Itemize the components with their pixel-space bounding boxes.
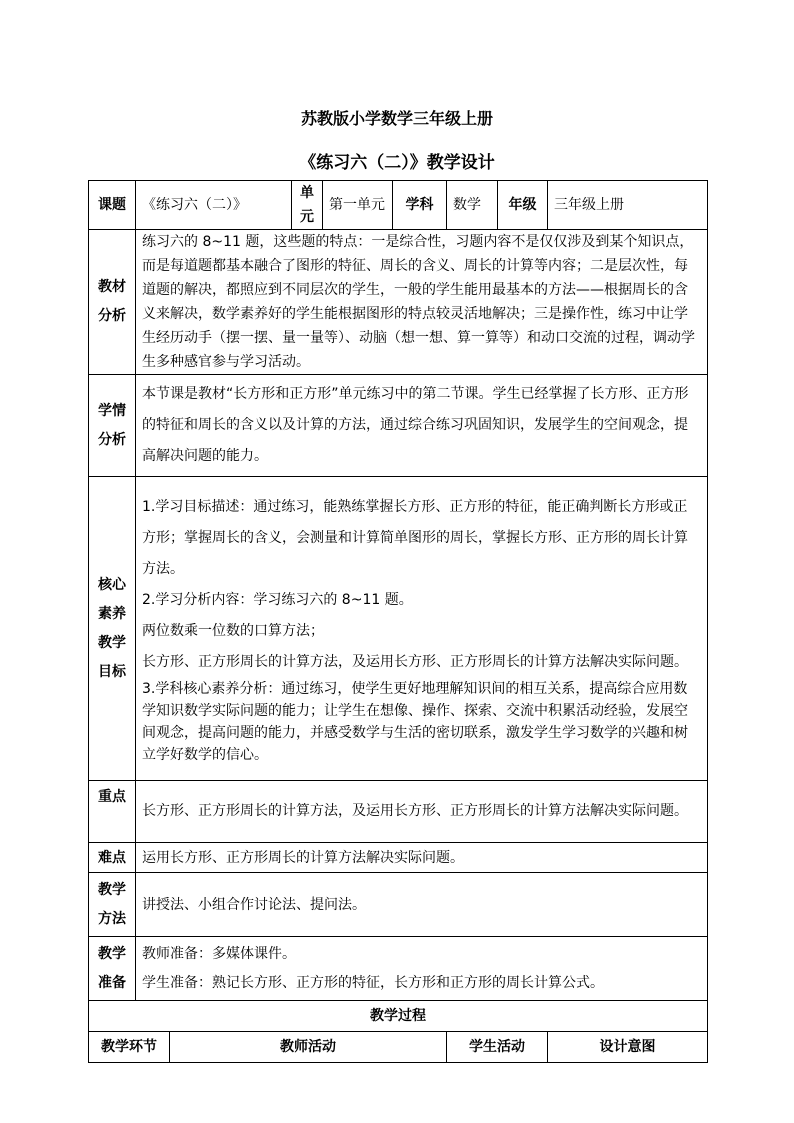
header-row (89, 181, 708, 230)
students-text: 本节课是教材“长方形和正方形”单元练习中的第二节课。学生已经掌握了长方形、正方形的特征和周长的含义以及计算的方法，通过综合练习巩固知识，发展学生的空间观念，提高解决问题的能力。 (136, 375, 708, 477)
key-text: 长方形、正方形周长的计算方法，及运用长方形、正方形周长的计算方法解决实际问题。 (136, 781, 708, 843)
process-col-stage: 教学环节 (89, 1032, 170, 1063)
goals-row (89, 477, 708, 781)
process-col-student: 学生活动 (447, 1032, 548, 1063)
process-title: 教学过程 (89, 1001, 708, 1032)
prep-student: 学生准备：熟记长方形、正方形的特征，长方形和正方形的周长计算公式。 (142, 974, 604, 991)
subject-value: 数学 (447, 181, 498, 230)
students-label: 学情 分析 (89, 375, 136, 477)
lesson-plan-table (88, 180, 708, 1063)
goals-label: 核心 素养 教学 目标 (89, 477, 136, 781)
grade-label: 年级 (498, 181, 548, 230)
process-title-row (89, 1001, 708, 1032)
unit-label: 单元 (292, 181, 323, 230)
difficulty-label: 难点 (89, 843, 136, 873)
difficulty-text: 运用长方形、正方形周长的计算方法解决实际问题。 (136, 843, 708, 873)
grade-value: 三年级上册 (548, 181, 708, 230)
method-row (89, 873, 708, 937)
document-title: 苏教版小学数学三年级上册 (300, 109, 493, 128)
course-label: 课题 (89, 181, 136, 230)
subject-label: 学科 (393, 181, 447, 230)
method-text: 讲授法、小组合作讨论法、提问法。 (136, 873, 708, 937)
goals-paragraph-1: 1.学习目标描述：通过练习，能熟练掌握长方形、正方形的特征，能正确判断长方形或正方形；掌握周长的含义，会测量和计算简单图形的周长，掌握长方形、正方形的周长计算方法。 (142, 498, 688, 577)
course-value: 《练习六（二）》 (136, 181, 292, 230)
document-subtitle: 《练习六（二）》教学设计 (299, 153, 495, 173)
goals-paragraph-4: 长方形、正方形周长的计算方法，及运用长方形、正方形周长的计算方法解决实际问题。 (142, 653, 688, 670)
process-header-row (89, 1032, 708, 1063)
prep-text (136, 937, 708, 1001)
prep-teacher: 教师准备：多媒体课件。 (142, 945, 296, 962)
material-text: 练习六的 8~11 题，这些题的特点：一是综合性，习题内容不是仅仅涉及到某个知识点，而是每道题都基本融合了图形的特征、周长的含义、周长的计算等内容；二是层次性，每道题的解决，都照应到不同层次的学生，一般的学生能用最基本的方法——根据周长的含义来解决，数学素养好的学生能根据图形的特点较灵活地解决；三是操作性，练习中让学生经历动手（摆一摆、量一量等）、动脑（想一想、算一算等）和动口交流的过程，调动学生多种感官参与学习活动。 (136, 230, 708, 375)
material-row (89, 230, 708, 375)
unit-value: 第一单元 (323, 181, 393, 230)
key-label: 重点 (89, 781, 136, 843)
students-row (89, 375, 708, 477)
goals-paragraph-5: 3.学科核心素养分析：通过练习，使学生更好地理解知识间的相互关系，提高综合应用数学知识数学实际问题的能力；让学生在想像、操作、探索、交流中积累活动经验，发展空间观念，提高问题的能力，并感受数学与生活的密切联系，激发学生学习数学的兴趣和树立学好数学的信心。 (142, 680, 688, 763)
goals-paragraph-2: 2.学习分析内容：学习练习六的 8~11 题。 (142, 591, 413, 608)
material-label: 教材 分析 (89, 230, 136, 375)
method-label: 教学 方法 (89, 873, 136, 937)
process-col-intent: 设计意图 (548, 1032, 708, 1063)
goals-text (136, 477, 708, 781)
prep-row (89, 937, 708, 1001)
key-row (89, 781, 708, 843)
goals-paragraph-3: 两位数乘一位数的口算方法； (142, 622, 324, 639)
difficulty-row (89, 843, 708, 873)
prep-label: 教学 准备 (89, 937, 136, 1001)
process-col-teacher: 教师活动 (170, 1032, 447, 1063)
